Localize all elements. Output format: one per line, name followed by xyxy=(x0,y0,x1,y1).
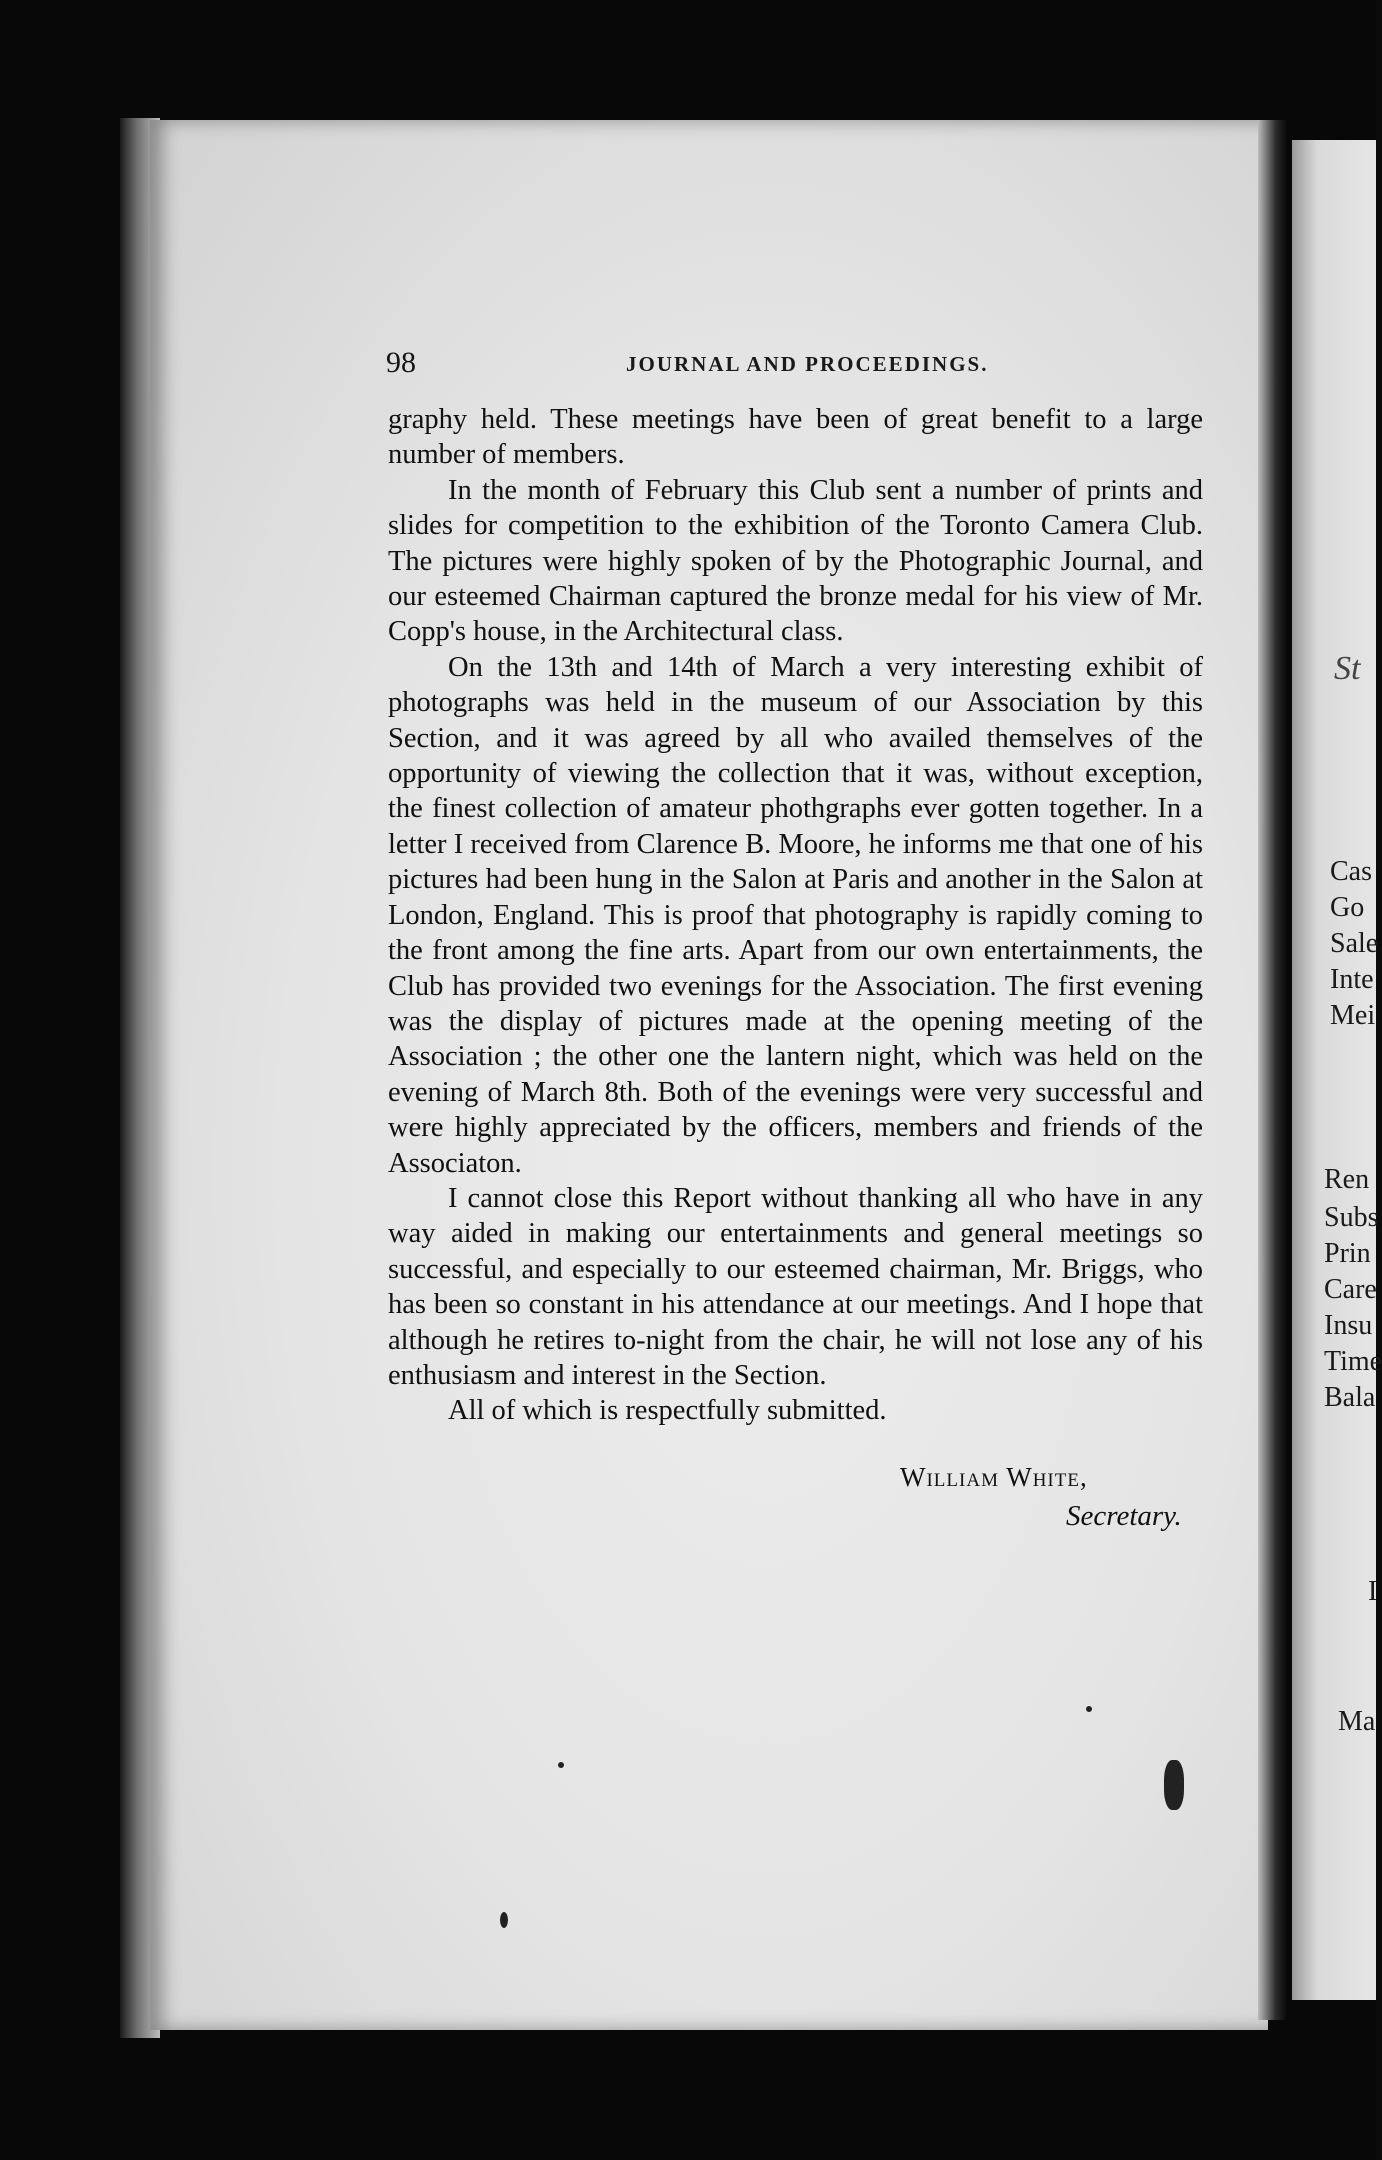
facing-fragment: Cas xyxy=(1330,856,1372,887)
facing-fragment: Go xyxy=(1330,892,1365,923)
page-gutter xyxy=(1258,120,1288,2020)
ink-speck xyxy=(558,1762,564,1768)
facing-fragment: Care xyxy=(1324,1274,1377,1305)
facing-fragment: St xyxy=(1334,650,1361,687)
facing-fragment: Inte xyxy=(1330,964,1374,995)
signature-name-text: William White, xyxy=(900,1462,1088,1492)
signature-title: Secretary. xyxy=(1066,1500,1182,1532)
body-text xyxy=(388,402,1203,1429)
facing-fragment: Ma xyxy=(1338,1706,1376,1737)
running-title: JOURNAL AND PROCEEDINGS. xyxy=(626,352,989,376)
paragraph: All of which is respectfully submitted. xyxy=(448,1395,887,1427)
facing-fragment: Prin xyxy=(1324,1238,1371,1269)
ink-speck xyxy=(1086,1706,1092,1712)
facing-fragment: Ren xyxy=(1324,1164,1370,1195)
facing-page xyxy=(1292,140,1382,2000)
signature-name xyxy=(900,1462,1088,1493)
facing-fragment: Sale xyxy=(1330,928,1379,959)
paragraph: On the 13th and 14th of March a very interesting exhibit of photographs was held in the museum of our Association by this Section, and it was agreed by all who availed themselves of the opportunity of viewing the collection that it was, without exception, the finest collection of amateur phothgraphs ever gotten together. In a letter I received from Clarence B. Moore, he informs me that one of his pictures had been hung in the Salon at Paris and another in the Salon at London, England. This is proof that photography is rapidly coming to the front among the fine arts. Apart from our own entertainments, the Club has provided two evenings for the Association. The first evening was the display of pictures made at the opening meeting of the Association ; the other one the lantern night, which was held on the evening of March 8th. Both of the evenings were very successful and were highly appreciated by the officers, members and friends of the Associaton. xyxy=(388,651,1203,1179)
running-head xyxy=(386,346,1206,386)
paragraph: graphy held. These meetings have been of great benefit to a large number of members. xyxy=(388,404,1203,471)
page-number: 98 xyxy=(386,346,416,379)
facing-fragment: Time xyxy=(1324,1346,1382,1377)
facing-fragment: Bala xyxy=(1324,1382,1376,1413)
facing-fragment: Mei xyxy=(1330,1000,1376,1031)
ink-blot xyxy=(1164,1760,1184,1810)
ink-speck xyxy=(500,1912,508,1928)
paragraph: In the month of February this Club sent a number of prints and slides for competition to the exhibition of the Toronto Camera Club. The pictures were highly spoken of by the Photographic Journal, and our esteemed Chairman captured the bronze medal for his view of Mr. Copp's house, in the Architectural class. xyxy=(388,474,1203,648)
facing-fragment: I xyxy=(1368,1576,1378,1607)
facing-fragment: Insu xyxy=(1324,1310,1373,1341)
facing-fragment: Subs xyxy=(1324,1202,1379,1233)
paragraph: I cannot close this Report without thanking all who have in any way aided in making our entertainments and general meetings so successful, and especially to our esteemed chairman, Mr. Briggs, who has been so constant in his attendance at our meetings. And I hope that although he retires to-night from the chair, he will not lose any of his enthusiasm and interest in the Section. xyxy=(388,1182,1203,1391)
